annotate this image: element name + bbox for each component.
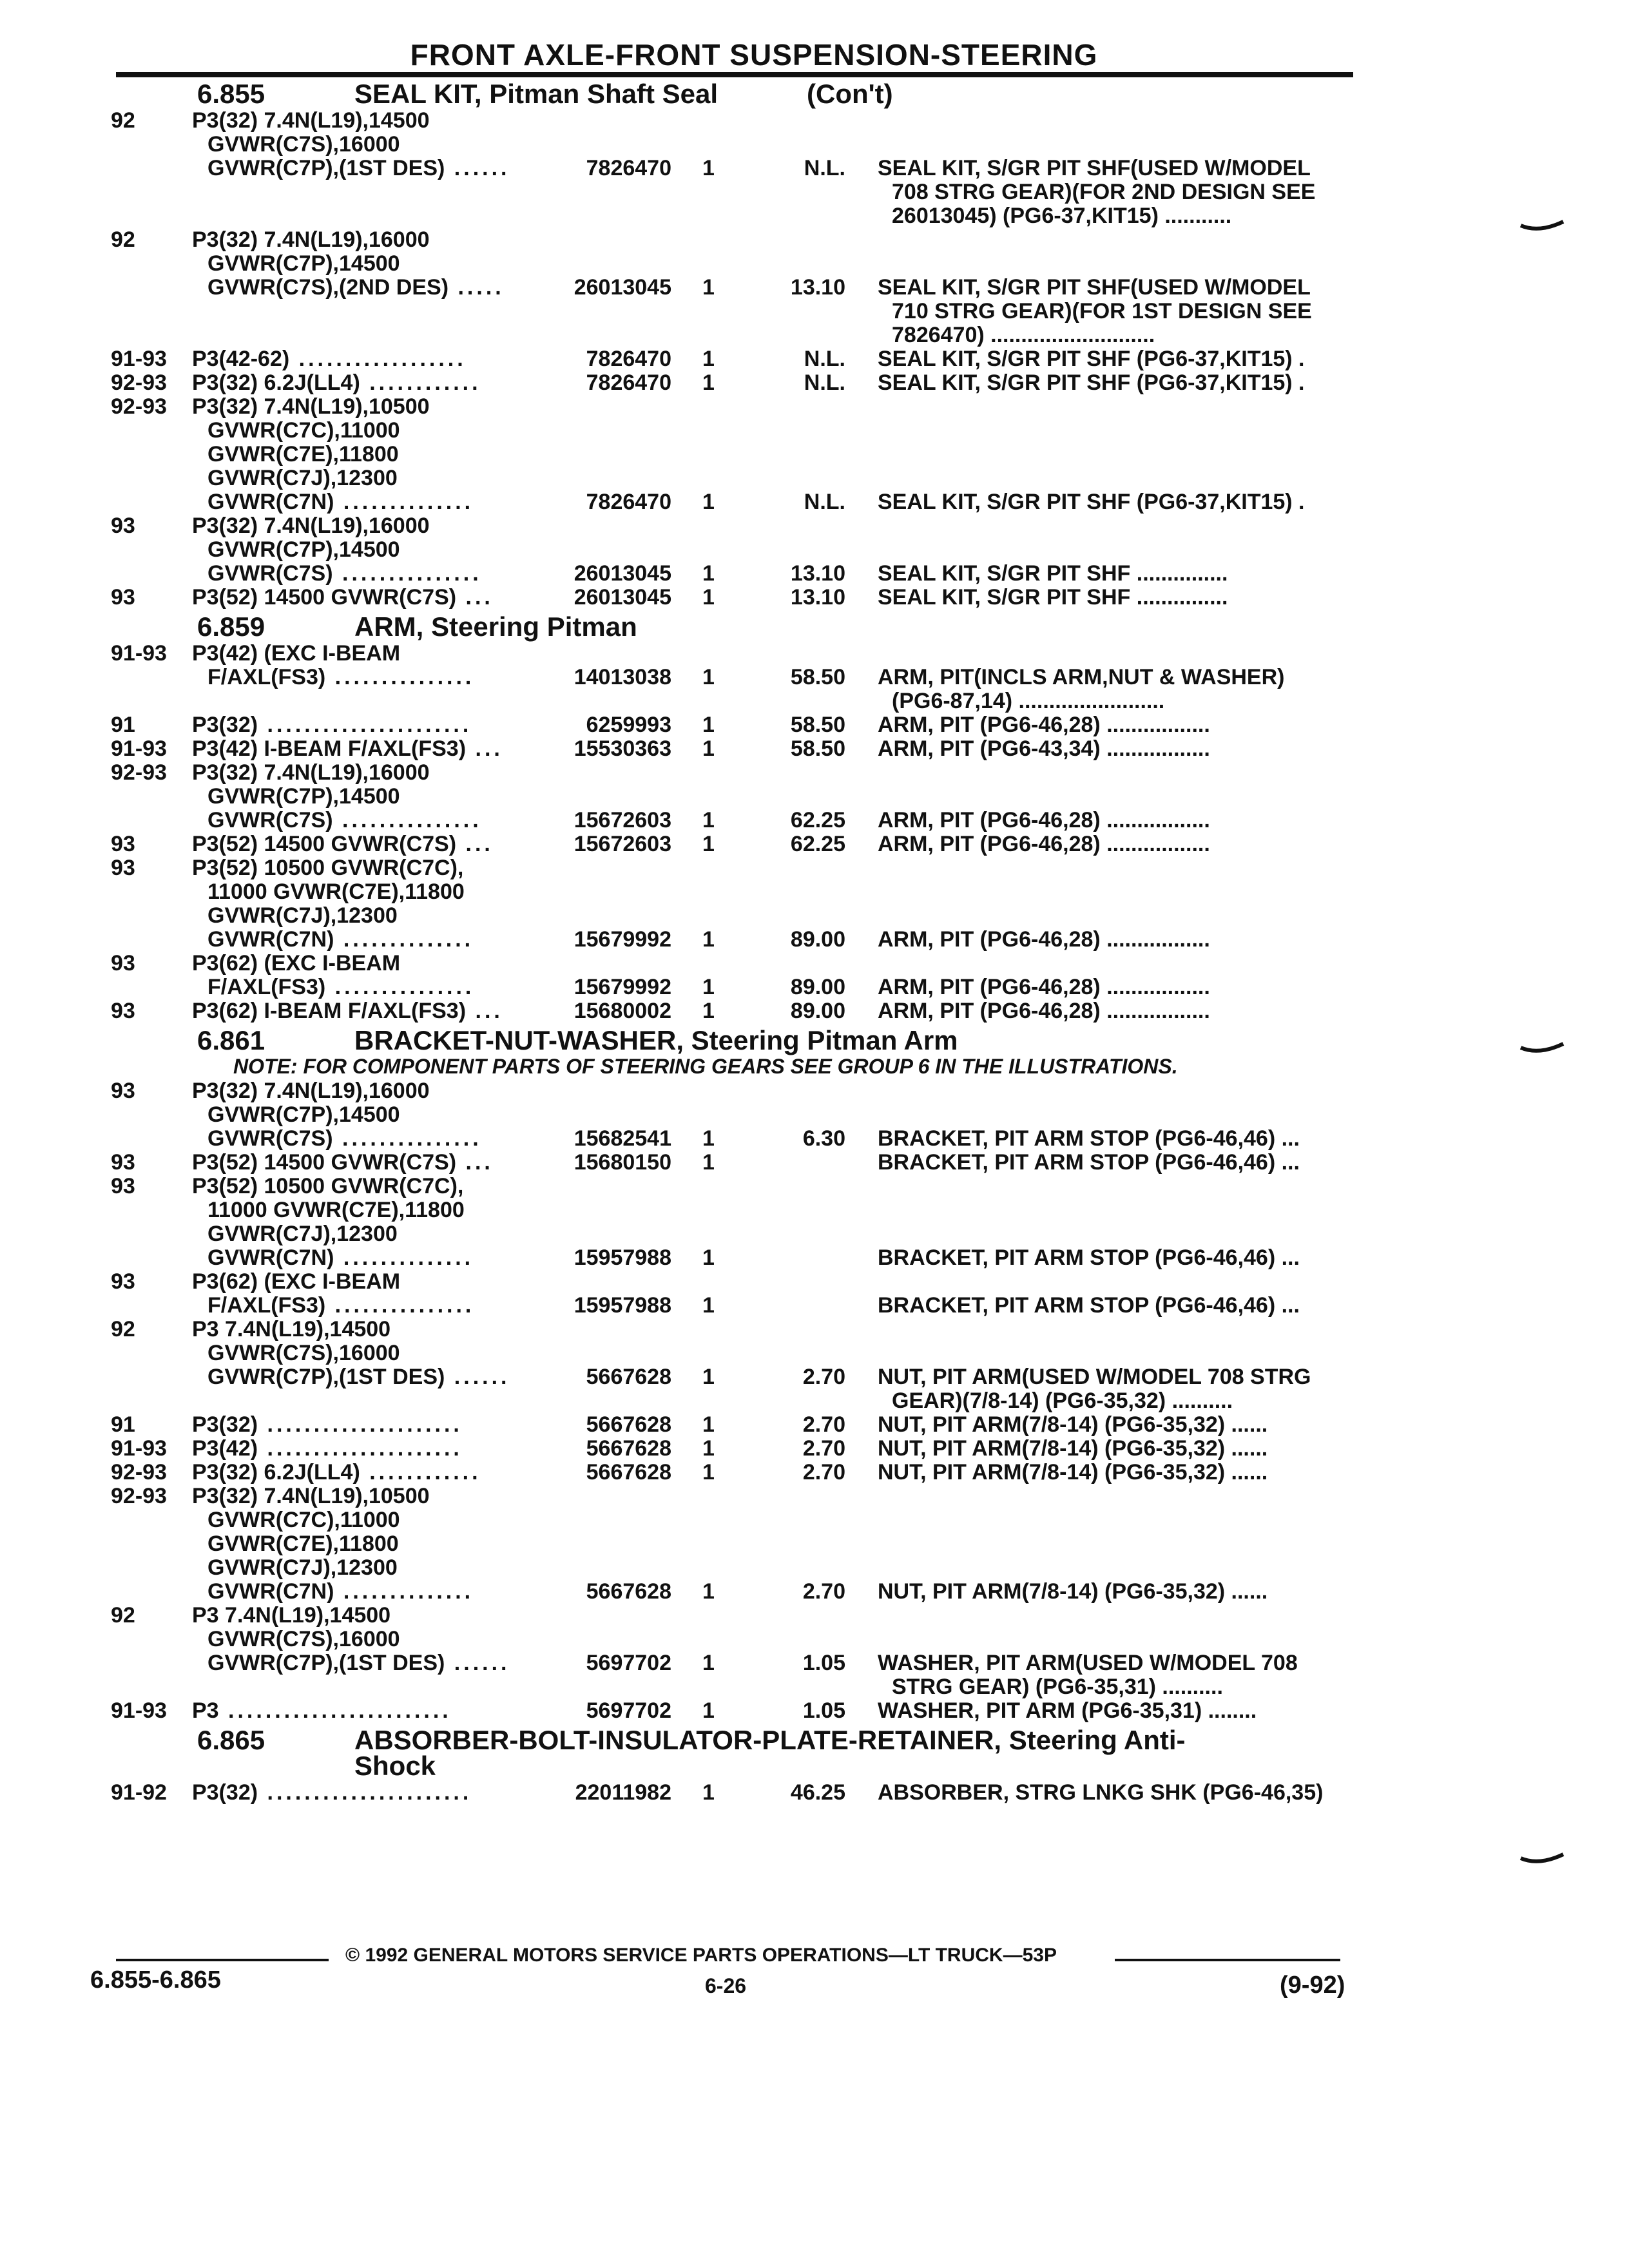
quantity: 1 xyxy=(702,1651,715,1675)
application-desc: P3(32) 7.4N(L19),16000 xyxy=(192,514,430,538)
application-desc: GVWR(C7S) ............... xyxy=(207,808,482,832)
part-row xyxy=(0,951,1629,975)
part-description: NUT, PIT ARM(7/8-14) (PG6-35,32) ...... xyxy=(878,1579,1268,1604)
application-desc: P3(42) ..................... xyxy=(192,1436,463,1461)
application-desc: GVWR(C7P),14500 xyxy=(207,251,400,276)
part-row xyxy=(0,132,1629,156)
part-row xyxy=(0,903,1629,927)
part-row xyxy=(0,585,1629,609)
part-row xyxy=(0,1412,1629,1436)
section-heading-cont xyxy=(0,1751,1629,1781)
part-row xyxy=(0,832,1629,856)
part-row xyxy=(0,1651,1629,1675)
part-row xyxy=(0,1341,1629,1365)
part-row xyxy=(0,1555,1629,1579)
price: 1.05 xyxy=(802,1651,845,1675)
price: 89.00 xyxy=(790,975,845,999)
quantity: 1 xyxy=(702,561,715,586)
part-row xyxy=(0,1532,1629,1555)
application-desc: P3(32) ..................... xyxy=(192,1412,463,1437)
quantity: 1 xyxy=(702,1780,715,1805)
section-heading xyxy=(0,609,1629,641)
part-number: 5667628 xyxy=(586,1579,671,1604)
part-description: ARM, PIT (PG6-46,28) ................. xyxy=(878,808,1210,832)
model-years: 91 xyxy=(111,713,135,737)
application-desc: P3(32) 7.4N(L19),16000 xyxy=(192,760,430,785)
model-years: 91-93 xyxy=(111,736,167,761)
price: 2.70 xyxy=(802,1436,845,1461)
price: 2.70 xyxy=(802,1365,845,1389)
part-row xyxy=(0,641,1629,665)
application-desc: GVWR(C7E),11800 xyxy=(207,442,399,466)
model-years: 93 xyxy=(111,514,135,538)
application-desc: GVWR(C7J),12300 xyxy=(207,1555,398,1580)
application-desc: F/AXL(FS3) ............... xyxy=(207,1293,475,1318)
part-description: BRACKET, PIT ARM STOP (PG6-46,46) ... xyxy=(878,1126,1300,1151)
model-years: 92-93 xyxy=(111,760,167,785)
part-row xyxy=(0,999,1629,1023)
quantity: 1 xyxy=(702,585,715,610)
part-row xyxy=(0,1102,1629,1126)
quantity: 1 xyxy=(702,156,715,180)
part-row xyxy=(0,347,1629,370)
price: 89.00 xyxy=(790,927,845,952)
price: 6.30 xyxy=(802,1126,845,1151)
price: N.L. xyxy=(804,370,845,395)
application-desc: 11000 GVWR(C7E),11800 xyxy=(207,1198,465,1222)
part-number: 15679992 xyxy=(574,927,671,952)
part-row xyxy=(0,1174,1629,1198)
model-years: 91 xyxy=(111,1412,135,1437)
part-row xyxy=(0,1222,1629,1245)
application-desc: P3(52) 14500 GVWR(C7S) ... xyxy=(192,832,494,856)
part-row xyxy=(0,1293,1629,1317)
price: 58.50 xyxy=(790,713,845,737)
section-heading xyxy=(0,76,1629,108)
part-number: 5667628 xyxy=(586,1412,671,1437)
part-row xyxy=(0,1675,1629,1698)
model-years: 93 xyxy=(111,951,135,975)
quantity: 1 xyxy=(702,808,715,832)
part-row xyxy=(0,713,1629,736)
part-description: NUT, PIT ARM(USED W/MODEL 708 STRG xyxy=(878,1365,1311,1389)
part-row xyxy=(0,180,1629,204)
note-text: NOTE: FOR COMPONENT PARTS OF STEERING GEARS SEE GROUP 6 IN THE ILLUSTRATIONS. xyxy=(233,1055,1178,1078)
part-description: ARM, PIT (PG6-43,34) ................. xyxy=(878,736,1210,761)
price: 58.50 xyxy=(790,736,845,761)
part-row xyxy=(0,490,1629,514)
margin-tick-mark xyxy=(1519,1852,1565,1866)
price: 13.10 xyxy=(790,585,845,610)
part-description: STRG GEAR) (PG6-35,31) .......... xyxy=(892,1675,1223,1699)
part-number: 15682541 xyxy=(574,1126,671,1151)
part-row xyxy=(0,784,1629,808)
model-years: 93 xyxy=(111,585,135,610)
footer-rule-left xyxy=(116,1959,329,1961)
model-years: 92 xyxy=(111,227,135,252)
part-number: 15672603 xyxy=(574,808,671,832)
part-number: 15680002 xyxy=(574,999,671,1023)
part-row xyxy=(0,227,1629,251)
part-description: 26013045) (PG6-37,KIT15) ........... xyxy=(892,204,1232,228)
part-row xyxy=(0,1436,1629,1460)
part-number: 15957988 xyxy=(574,1245,671,1270)
part-row xyxy=(0,1389,1629,1412)
application-desc: P3(62) (EXC I-BEAM xyxy=(192,951,401,975)
section-heading xyxy=(0,1722,1629,1754)
part-description: ABSORBER, STRG LNKG SHK (PG6-46,35) xyxy=(878,1780,1324,1805)
part-row xyxy=(0,1780,1629,1804)
part-number: 5697702 xyxy=(586,1651,671,1675)
quantity: 1 xyxy=(702,1698,715,1723)
part-row xyxy=(0,927,1629,951)
part-description: SEAL KIT, S/GR PIT SHF (PG6-37,KIT15) . xyxy=(878,490,1305,514)
section-title: BRACKET-NUT-WASHER, Steering Pitman Arm xyxy=(354,1025,958,1055)
application-desc: GVWR(C7P),14500 xyxy=(207,1102,400,1127)
application-desc: F/AXL(FS3) ............... xyxy=(207,975,475,999)
part-row xyxy=(0,975,1629,999)
part-row xyxy=(0,665,1629,689)
section-title: ABSORBER-BOLT-INSULATOR-PLATE-RETAINER, Steering Anti- xyxy=(354,1725,1186,1755)
quantity: 1 xyxy=(702,1460,715,1485)
model-years: 93 xyxy=(111,1269,135,1294)
part-row xyxy=(0,108,1629,132)
part-description: (PG6-87,14) ........................ xyxy=(892,689,1165,713)
section-number: 6.859 xyxy=(197,611,265,642)
price: 13.10 xyxy=(790,275,845,300)
quantity: 1 xyxy=(702,1412,715,1437)
price: 89.00 xyxy=(790,999,845,1023)
application-desc: P3(42-62) .................. xyxy=(192,347,467,371)
part-row xyxy=(0,370,1629,394)
price: N.L. xyxy=(804,490,845,514)
application-desc: GVWR(C7S),16000 xyxy=(207,1627,400,1651)
part-row xyxy=(0,856,1629,879)
part-description: NUT, PIT ARM(7/8-14) (PG6-35,32) ...... xyxy=(878,1460,1268,1485)
part-row xyxy=(0,760,1629,784)
part-number: 15672603 xyxy=(574,832,671,856)
price: 58.50 xyxy=(790,665,845,689)
model-years: 93 xyxy=(111,1150,135,1175)
page-title: FRONT AXLE-FRONT SUSPENSION-STEERING xyxy=(410,38,1098,72)
part-row xyxy=(0,736,1629,760)
footer-section-range: 6.855-6.865 xyxy=(90,1966,221,1994)
part-number: 14013038 xyxy=(574,665,671,689)
part-row xyxy=(0,1579,1629,1603)
part-number: 5667628 xyxy=(586,1365,671,1389)
model-years: 92-93 xyxy=(111,1460,167,1485)
application-desc: F/AXL(FS3) ............... xyxy=(207,665,475,689)
part-description: BRACKET, PIT ARM STOP (PG6-46,46) ... xyxy=(878,1245,1300,1270)
part-row xyxy=(0,323,1629,347)
part-number: 6259993 xyxy=(586,713,671,737)
part-description: ARM, PIT(INCLS ARM,NUT & WASHER) xyxy=(878,665,1285,689)
price: 2.70 xyxy=(802,1579,845,1604)
margin-tick-mark xyxy=(1519,1041,1565,1055)
quantity: 1 xyxy=(702,275,715,300)
quantity: 1 xyxy=(702,665,715,689)
application-desc: GVWR(C7C),11000 xyxy=(207,418,400,443)
application-desc: P3(52) 14500 GVWR(C7S) ... xyxy=(192,585,494,610)
section-number: 6.865 xyxy=(197,1725,265,1755)
part-row xyxy=(0,1126,1629,1150)
application-desc: P3(32) 7.4N(L19),16000 xyxy=(192,1079,430,1103)
quantity: 1 xyxy=(702,1436,715,1461)
part-description: 7826470) ........................... xyxy=(892,323,1155,347)
part-number: 22011982 xyxy=(575,1780,671,1805)
model-years: 91-93 xyxy=(111,1698,167,1723)
model-years: 91-93 xyxy=(111,641,167,666)
section-number: 6.861 xyxy=(197,1025,265,1055)
application-desc: GVWR(C7P),14500 xyxy=(207,784,400,809)
application-desc: P3(32) 7.4N(L19),14500 xyxy=(192,108,430,133)
part-description: 708 STRG GEAR)(FOR 2ND DESIGN SEE xyxy=(892,180,1316,204)
application-desc: P3(52) 10500 GVWR(C7C), xyxy=(192,1174,464,1198)
quantity: 1 xyxy=(702,975,715,999)
part-number: 7826470 xyxy=(586,347,671,371)
model-years: 91-93 xyxy=(111,347,167,371)
application-desc: P3(42) (EXC I-BEAM xyxy=(192,641,401,666)
section-note xyxy=(0,1055,1629,1079)
part-row xyxy=(0,442,1629,466)
part-row xyxy=(0,1484,1629,1508)
part-row xyxy=(0,1079,1629,1102)
model-years: 91-93 xyxy=(111,1436,167,1461)
application-desc: P3 ........................ xyxy=(192,1698,452,1723)
part-number: 15957988 xyxy=(574,1293,671,1318)
model-years: 93 xyxy=(111,999,135,1023)
part-description: SEAL KIT, S/GR PIT SHF (PG6-37,KIT15) . xyxy=(878,347,1305,371)
part-row xyxy=(0,808,1629,832)
model-years: 92 xyxy=(111,1603,135,1628)
application-desc: GVWR(C7N) .............. xyxy=(207,1579,474,1604)
part-row xyxy=(0,561,1629,585)
application-desc: GVWR(C7P),(1ST DES) ...... xyxy=(207,1365,510,1389)
part-description: SEAL KIT, S/GR PIT SHF(USED W/MODEL xyxy=(878,156,1311,180)
application-desc: GVWR(C7S) ............... xyxy=(207,1126,482,1151)
application-desc: P3(32) 6.2J(LL4) ............ xyxy=(192,1460,481,1485)
model-years: 93 xyxy=(111,1079,135,1103)
quantity: 1 xyxy=(702,1150,715,1175)
quantity: 1 xyxy=(702,832,715,856)
part-description: NUT, PIT ARM(7/8-14) (PG6-35,32) ...... xyxy=(878,1412,1268,1437)
quantity: 1 xyxy=(702,927,715,952)
part-row xyxy=(0,251,1629,275)
application-desc: GVWR(C7P),14500 xyxy=(207,537,400,562)
part-row xyxy=(0,537,1629,561)
price: 1.05 xyxy=(802,1698,845,1723)
section-title-cont: Shock xyxy=(354,1751,436,1781)
price: 62.25 xyxy=(790,808,845,832)
margin-tick-mark xyxy=(1519,219,1565,233)
part-number: 26013045 xyxy=(574,585,671,610)
model-years: 92 xyxy=(111,1317,135,1341)
model-years: 92-93 xyxy=(111,394,167,419)
quantity: 1 xyxy=(702,1293,715,1318)
section-title: ARM, Steering Pitman xyxy=(354,611,637,642)
quantity: 1 xyxy=(702,736,715,761)
price: 13.10 xyxy=(790,561,845,586)
application-desc: P3(32) ...................... xyxy=(192,713,472,737)
application-desc: P3(62) I-BEAM F/AXL(FS3) ... xyxy=(192,999,503,1023)
part-row xyxy=(0,1603,1629,1627)
part-description: NUT, PIT ARM(7/8-14) (PG6-35,32) ...... xyxy=(878,1436,1268,1461)
part-number: 5697702 xyxy=(586,1698,671,1723)
part-description: BRACKET, PIT ARM STOP (PG6-46,46) ... xyxy=(878,1293,1300,1318)
model-years: 93 xyxy=(111,856,135,880)
part-number: 26013045 xyxy=(574,275,671,300)
part-row xyxy=(0,1508,1629,1532)
part-row xyxy=(0,1627,1629,1651)
application-desc: P3(52) 10500 GVWR(C7C), xyxy=(192,856,464,880)
application-desc: GVWR(C7S),(2ND DES) ..... xyxy=(207,275,505,300)
model-years: 91-92 xyxy=(111,1780,167,1805)
application-desc: GVWR(C7N) .............. xyxy=(207,1245,474,1270)
application-desc: P3(32) 7.4N(L19),10500 xyxy=(192,1484,430,1508)
part-description: SEAL KIT, S/GR PIT SHF (PG6-37,KIT15) . xyxy=(878,370,1305,395)
part-row xyxy=(0,1269,1629,1293)
footer-page-number: 6-26 xyxy=(705,1974,747,1997)
model-years: 92-93 xyxy=(111,370,167,395)
part-description: SEAL KIT, S/GR PIT SHF(USED W/MODEL xyxy=(878,275,1311,300)
part-row xyxy=(0,299,1629,323)
part-description: GEAR)(7/8-14) (PG6-35,32) .......... xyxy=(892,1389,1233,1413)
part-row xyxy=(0,1317,1629,1341)
application-desc: P3(32) 7.4N(L19),10500 xyxy=(192,394,430,419)
price: 2.70 xyxy=(802,1460,845,1485)
model-years: 92 xyxy=(111,108,135,133)
application-desc: GVWR(C7N) .............. xyxy=(207,927,474,952)
application-desc: GVWR(C7J),12300 xyxy=(207,466,398,490)
model-years: 92-93 xyxy=(111,1484,167,1508)
part-row xyxy=(0,1198,1629,1222)
quantity: 1 xyxy=(702,713,715,737)
part-description: BRACKET, PIT ARM STOP (PG6-46,46) ... xyxy=(878,1150,1300,1175)
part-row xyxy=(0,1245,1629,1269)
application-desc: P3(62) (EXC I-BEAM xyxy=(192,1269,401,1294)
part-number: 26013045 xyxy=(574,561,671,586)
footer-date: (9-92) xyxy=(1280,1972,1345,1999)
application-desc: GVWR(C7S),16000 xyxy=(207,1341,400,1365)
application-desc: GVWR(C7C),11000 xyxy=(207,1508,400,1532)
part-description: WASHER, PIT ARM (PG6-35,31) ........ xyxy=(878,1698,1257,1723)
parts-listing xyxy=(0,76,1629,1804)
application-desc: GVWR(C7J),12300 xyxy=(207,1222,398,1246)
price: N.L. xyxy=(804,347,845,371)
part-number: 15530363 xyxy=(574,736,671,761)
application-desc: P3(52) 14500 GVWR(C7S) ... xyxy=(192,1150,494,1175)
quantity: 1 xyxy=(702,370,715,395)
application-desc: P3 7.4N(L19),14500 xyxy=(192,1317,391,1341)
part-row xyxy=(0,156,1629,180)
section-heading xyxy=(0,1023,1629,1055)
part-description: 710 STRG GEAR)(FOR 1ST DESIGN SEE xyxy=(892,299,1312,323)
part-row xyxy=(0,418,1629,442)
application-desc: GVWR(C7E),11800 xyxy=(207,1532,399,1556)
part-number: 5667628 xyxy=(586,1460,671,1485)
part-row xyxy=(0,1150,1629,1174)
part-description: ARM, PIT (PG6-46,28) ................. xyxy=(878,713,1210,737)
section-continued: (Con't) xyxy=(807,79,893,109)
application-desc: GVWR(C7J),12300 xyxy=(207,903,398,928)
model-years: 93 xyxy=(111,1174,135,1198)
footer-copyright: © 1992 GENERAL MOTORS SERVICE PARTS OPERATIONS—LT TRUCK—53P xyxy=(345,1945,1057,1966)
part-row xyxy=(0,275,1629,299)
quantity: 1 xyxy=(702,1579,715,1604)
price: 2.70 xyxy=(802,1412,845,1437)
part-row xyxy=(0,466,1629,490)
quantity: 1 xyxy=(702,1245,715,1270)
section-title: SEAL KIT, Pitman Shaft Seal xyxy=(354,79,718,109)
application-desc: P3 7.4N(L19),14500 xyxy=(192,1603,391,1628)
part-description: ARM, PIT (PG6-46,28) ................. xyxy=(878,927,1210,952)
part-row xyxy=(0,514,1629,537)
price: N.L. xyxy=(804,156,845,180)
part-row xyxy=(0,689,1629,713)
part-row xyxy=(0,1365,1629,1389)
part-number: 7826470 xyxy=(586,370,671,395)
part-description: ARM, PIT (PG6-46,28) ................. xyxy=(878,832,1210,856)
part-description: SEAL KIT, S/GR PIT SHF ............... xyxy=(878,561,1228,586)
application-desc: P3(32) ...................... xyxy=(192,1780,472,1805)
application-desc: GVWR(C7S),16000 xyxy=(207,132,400,157)
application-desc: P3(42) I-BEAM F/AXL(FS3) ... xyxy=(192,736,503,761)
price: 46.25 xyxy=(790,1780,845,1805)
part-number: 7826470 xyxy=(586,156,671,180)
part-description: WASHER, PIT ARM(USED W/MODEL 708 xyxy=(878,1651,1298,1675)
part-row xyxy=(0,204,1629,227)
quantity: 1 xyxy=(702,1365,715,1389)
part-description: SEAL KIT, S/GR PIT SHF ............... xyxy=(878,585,1228,610)
part-row xyxy=(0,1698,1629,1722)
application-desc: GVWR(C7N) .............. xyxy=(207,490,474,514)
quantity: 1 xyxy=(702,490,715,514)
part-number: 7826470 xyxy=(586,490,671,514)
quantity: 1 xyxy=(702,347,715,371)
part-row xyxy=(0,1460,1629,1484)
part-number: 5667628 xyxy=(586,1436,671,1461)
part-number: 15680150 xyxy=(574,1150,671,1175)
application-desc: 11000 GVWR(C7E),11800 xyxy=(207,879,465,904)
part-number: 15679992 xyxy=(574,975,671,999)
part-description: ARM, PIT (PG6-46,28) ................. xyxy=(878,975,1210,999)
part-row xyxy=(0,394,1629,418)
part-row xyxy=(0,879,1629,903)
application-desc: P3(32) 6.2J(LL4) ............ xyxy=(192,370,481,395)
application-desc: P3(32) 7.4N(L19),16000 xyxy=(192,227,430,252)
model-years: 93 xyxy=(111,832,135,856)
quantity: 1 xyxy=(702,1126,715,1151)
price: 62.25 xyxy=(790,832,845,856)
quantity: 1 xyxy=(702,999,715,1023)
section-number: 6.855 xyxy=(197,79,265,109)
part-description: ARM, PIT (PG6-46,28) ................. xyxy=(878,999,1210,1023)
footer-rule-right xyxy=(1115,1959,1340,1961)
application-desc: GVWR(C7S) ............... xyxy=(207,561,482,586)
application-desc: GVWR(C7P),(1ST DES) ...... xyxy=(207,1651,510,1675)
application-desc: GVWR(C7P),(1ST DES) ...... xyxy=(207,156,510,180)
